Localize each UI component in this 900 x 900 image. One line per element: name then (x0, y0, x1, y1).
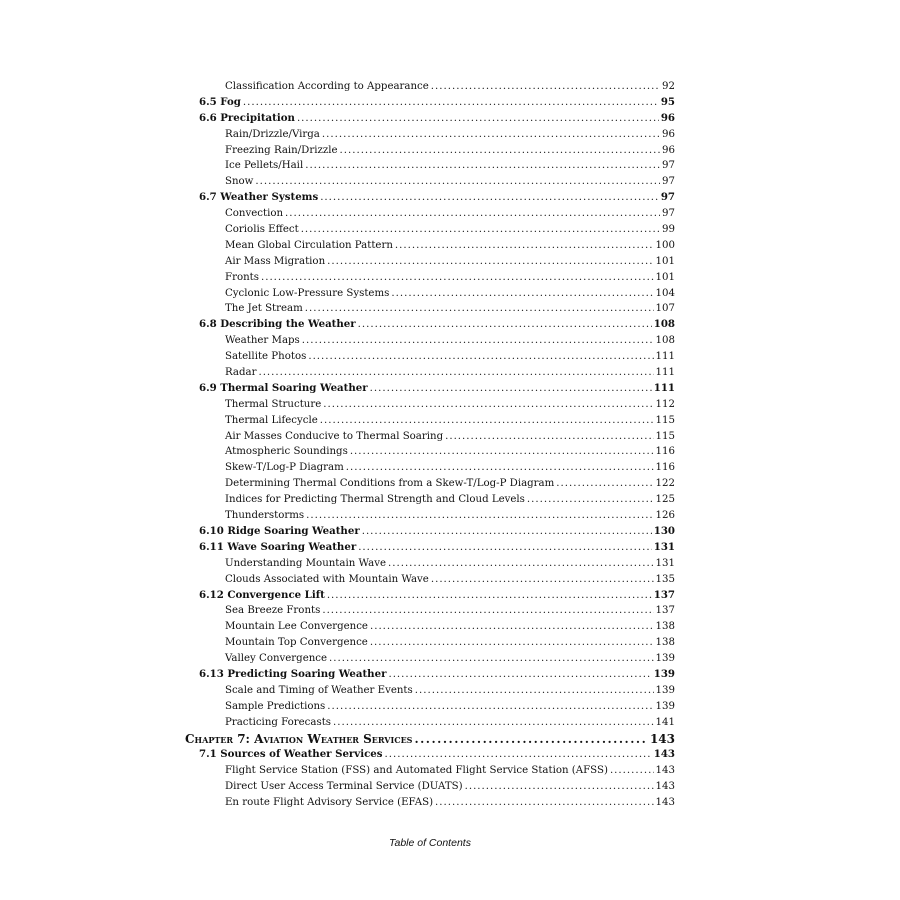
toc-subsection-entry (0, 397, 675, 413)
toc-subsection-entry (0, 429, 675, 445)
toc-subsection-entry (0, 619, 675, 635)
toc-subsection-entry (0, 158, 675, 174)
dot-leader (370, 635, 654, 651)
dot-leader (391, 286, 653, 302)
toc-entry-title: 6.11 Wave Soaring Weather (199, 540, 357, 553)
toc-entry-title: Flight Service Station (FSS) and Automated Flight Service Station (AFSS) (225, 764, 608, 776)
dot-leader (358, 317, 652, 333)
dot-leader (308, 349, 653, 365)
toc-entry-page-number: 108 (655, 335, 675, 347)
toc-entry-title: Snow (225, 176, 254, 188)
toc-entry-page-number: 143 (655, 796, 675, 808)
toc-entry-title: The Jet Stream (225, 303, 303, 315)
toc-subsection-entry (0, 683, 675, 699)
toc-entry-page-number: 139 (655, 700, 675, 712)
dot-leader (306, 508, 653, 524)
toc-entry-page-number: 125 (655, 494, 675, 506)
dot-leader (556, 476, 653, 492)
toc-entry-page-number: 122 (655, 478, 675, 490)
dot-leader (385, 747, 652, 763)
dot-leader (527, 492, 654, 508)
dot-leader (301, 222, 660, 238)
toc-subsection-entry (0, 779, 675, 795)
toc-entry-page-number: 143 (653, 748, 675, 761)
dot-leader (243, 95, 659, 111)
toc-entry-title: Air Mass Migration (225, 255, 326, 267)
toc-entry-page-number: 135 (655, 573, 675, 585)
toc-section-entry (0, 95, 675, 111)
toc-entry-title: Thunderstorms (225, 510, 305, 522)
toc-entry-page-number: 97 (660, 191, 675, 204)
dot-leader (305, 158, 660, 174)
toc-entry-title: Mountain Top Convergence (225, 637, 368, 649)
toc-entry-page-number: 92 (662, 81, 675, 92)
toc-subsection-entry (0, 572, 675, 588)
toc-subsection-entry (0, 460, 675, 476)
toc-entry-title: 6.5 Fog (199, 95, 241, 108)
dot-leader (610, 763, 654, 779)
dot-leader (302, 333, 654, 349)
toc-chapter-entry (0, 731, 675, 748)
toc-subsection-entry (0, 174, 675, 190)
toc-entry-title: En route Flight Advisory Service (EFAS) (225, 796, 434, 808)
toc-entry-page-number: 111 (655, 351, 675, 363)
dot-leader (350, 444, 654, 460)
dot-leader (333, 715, 654, 731)
toc-subsection-entry (0, 127, 675, 143)
toc-entry-title: 6.12 Convergence Lift (199, 588, 325, 601)
toc-subsection-entry (0, 349, 675, 365)
dot-leader (320, 190, 659, 206)
toc-entry-page-number: 139 (655, 684, 675, 696)
toc-entry-title: Mountain Lee Convergence (225, 621, 368, 633)
toc-subsection-entry (0, 508, 675, 524)
toc-entry-page-number: 126 (655, 510, 675, 522)
toc-section-entry (0, 190, 675, 206)
toc-entry-title: Freezing Rain/Drizzle (225, 144, 338, 156)
toc-entry-title: Satellite Photos (225, 351, 307, 363)
toc-entry-title: Indices for Predicting Thermal Strength and Cloud Levels (225, 494, 525, 506)
toc-subsection-entry (0, 365, 675, 381)
toc-subsection-entry (0, 238, 675, 254)
dot-leader (431, 572, 654, 588)
toc-entry-title: Convection (225, 208, 284, 220)
dot-leader (305, 301, 654, 317)
toc-section-entry (0, 111, 675, 127)
toc-entry-page-number: 116 (655, 462, 675, 474)
toc-section-entry (0, 524, 675, 540)
toc-section-entry (0, 588, 675, 604)
toc-subsection-entry (0, 635, 675, 651)
toc-entry-page-number: 104 (655, 287, 675, 299)
toc-entry-page-number: 107 (655, 303, 675, 315)
toc-entry-page-number: 137 (655, 605, 675, 617)
toc-subsection-entry (0, 795, 675, 811)
toc-section-entry (0, 540, 675, 556)
toc-subsection-entry (0, 492, 675, 508)
toc-subsection-entry (0, 715, 675, 731)
toc-subsection-entry (0, 286, 675, 302)
toc-subsection-entry (0, 333, 675, 349)
toc-subsection-entry (0, 603, 675, 619)
dot-leader (258, 365, 653, 381)
dot-leader (465, 779, 654, 795)
dot-leader (388, 556, 654, 572)
toc-entry-title: Thermal Structure (225, 398, 322, 410)
dot-leader (346, 460, 654, 476)
toc-entry-page-number: 131 (655, 557, 675, 569)
dot-leader (370, 381, 652, 397)
dot-leader (261, 270, 654, 286)
dot-leader (358, 540, 652, 556)
toc-entry-title: Sample Predictions (225, 700, 326, 712)
toc-entry-title: Atmospheric Soundings (225, 446, 348, 458)
dot-leader (395, 238, 654, 254)
dot-leader (415, 683, 654, 699)
toc-entry-title: Determining Thermal Conditions from a Skew-T/Log-P Diagram (225, 478, 555, 490)
toc-entry-page-number: 143 (649, 731, 675, 746)
toc-subsection-entry (0, 301, 675, 317)
toc-entry-page-number: 112 (655, 398, 675, 410)
toc-entry-page-number: 138 (655, 621, 675, 633)
toc-subsection-entry (0, 143, 675, 159)
toc-entry-page-number: 111 (653, 381, 675, 394)
toc-entry-title: Radar (225, 367, 257, 379)
toc-entry-page-number: 100 (655, 239, 675, 251)
toc-entry-title: 6.8 Describing the Weather (199, 318, 356, 331)
toc-entry-page-number: 143 (655, 764, 675, 776)
toc-entry-page-number: 96 (660, 111, 675, 124)
toc-entry-page-number: 137 (653, 588, 675, 601)
toc-entry-title: Fronts (225, 271, 259, 283)
toc-entry-page-number: 96 (662, 144, 675, 156)
toc-entry-page-number: 131 (653, 540, 675, 553)
toc-entry-title: Practicing Forecasts (225, 716, 332, 728)
toc-entry-title: 7.1 Sources of Weather Services (199, 748, 383, 761)
toc-entry-title: Weather Maps (225, 335, 300, 347)
toc-entry-title: 6.9 Thermal Soaring Weather (199, 381, 368, 394)
dot-leader (285, 206, 660, 222)
toc-section-entry (0, 667, 675, 683)
toc-entry-title: Scale and Timing of Weather Events (225, 684, 413, 696)
toc-entry-page-number: 130 (653, 524, 675, 537)
toc-section-entry (0, 381, 675, 397)
page-footer: Table of Contents (389, 837, 471, 849)
toc-entry-page-number: 97 (662, 176, 675, 188)
toc-entry-page-number: 97 (662, 208, 675, 220)
toc-entry-title: Chapter 7: Aviation Weather Services (185, 731, 413, 746)
toc-entry-page-number: 116 (655, 446, 675, 458)
toc-subsection-entry (0, 651, 675, 667)
dot-leader (323, 397, 653, 413)
toc-entry-title: Cyclonic Low-Pressure Systems (225, 287, 390, 299)
toc-entry-page-number: 139 (655, 653, 675, 665)
toc-entry-title: Direct User Access Terminal Service (DUATS) (225, 780, 463, 792)
toc-subsection-entry (0, 206, 675, 222)
dot-leader (414, 731, 647, 748)
dot-leader (388, 667, 651, 683)
toc-entry-title: Valley Convergence (225, 653, 328, 665)
dot-leader (340, 143, 661, 159)
dot-leader (320, 413, 654, 429)
table-of-contents (0, 79, 900, 811)
toc-entry-title: Ice Pellets/Hail (225, 160, 304, 172)
toc-entry-page-number: 139 (653, 667, 675, 680)
dot-leader (435, 795, 654, 811)
toc-entry-title: Coriolis Effect (225, 224, 299, 236)
toc-subsection-entry (0, 763, 675, 779)
dot-leader (370, 619, 654, 635)
dot-leader (329, 651, 654, 667)
toc-subsection-entry (0, 476, 675, 492)
toc-subsection-entry (0, 699, 675, 715)
dot-leader (362, 524, 652, 540)
toc-entry-page-number: 96 (662, 128, 675, 140)
dot-leader (431, 79, 660, 95)
toc-entry-title: Clouds Associated with Mountain Wave (225, 573, 429, 585)
toc-entry-page-number: 115 (655, 414, 675, 426)
dot-leader (445, 429, 653, 445)
toc-entry-title: Classification According to Appearance (225, 81, 429, 92)
dot-leader (322, 127, 660, 143)
toc-subsection-entry (0, 413, 675, 429)
toc-entry-title: 6.13 Predicting Soaring Weather (199, 667, 387, 680)
toc-entry-page-number: 138 (655, 637, 675, 649)
toc-entry-page-number: 99 (662, 224, 675, 236)
toc-entry-title: Rain/Drizzle/Virga (225, 128, 320, 140)
toc-entry-page-number: 115 (655, 430, 675, 442)
toc-entry-page-number: 101 (655, 255, 675, 267)
toc-subsection-entry (0, 270, 675, 286)
toc-entry-title: Thermal Lifecycle (225, 414, 318, 426)
toc-entry-page-number: 143 (655, 780, 675, 792)
toc-subsection-entry (0, 254, 675, 270)
toc-subsection-entry (0, 444, 675, 460)
toc-section-entry (0, 317, 675, 333)
toc-subsection-entry (0, 79, 675, 95)
toc-entry-page-number: 101 (655, 271, 675, 283)
dot-leader (322, 603, 653, 619)
toc-entry-title: Sea Breeze Fronts (225, 605, 321, 617)
toc-entry-page-number: 108 (653, 318, 675, 331)
toc-entry-title: 6.10 Ridge Soaring Weather (199, 524, 360, 537)
toc-entry-title: Understanding Mountain Wave (225, 557, 386, 569)
toc-entry-title: Air Masses Conducive to Thermal Soaring (225, 430, 444, 442)
dot-leader (297, 111, 659, 127)
toc-subsection-entry (0, 222, 675, 238)
toc-entry-title: Mean Global Circulation Pattern (225, 239, 393, 251)
dot-leader (327, 254, 653, 270)
toc-entry-title: Skew-T/Log-P Diagram (225, 462, 344, 474)
toc-entry-page-number: 97 (662, 160, 675, 172)
dot-leader (255, 174, 660, 190)
toc-entry-page-number: 95 (660, 95, 675, 108)
toc-entry-page-number: 111 (655, 367, 675, 379)
toc-subsection-entry (0, 556, 675, 572)
toc-section-entry (0, 747, 675, 763)
toc-entry-title: 6.7 Weather Systems (199, 191, 319, 204)
dot-leader (327, 588, 652, 604)
dot-leader (327, 699, 653, 715)
toc-entry-page-number: 141 (655, 716, 675, 728)
toc-entry-title: 6.6 Precipitation (199, 111, 295, 124)
